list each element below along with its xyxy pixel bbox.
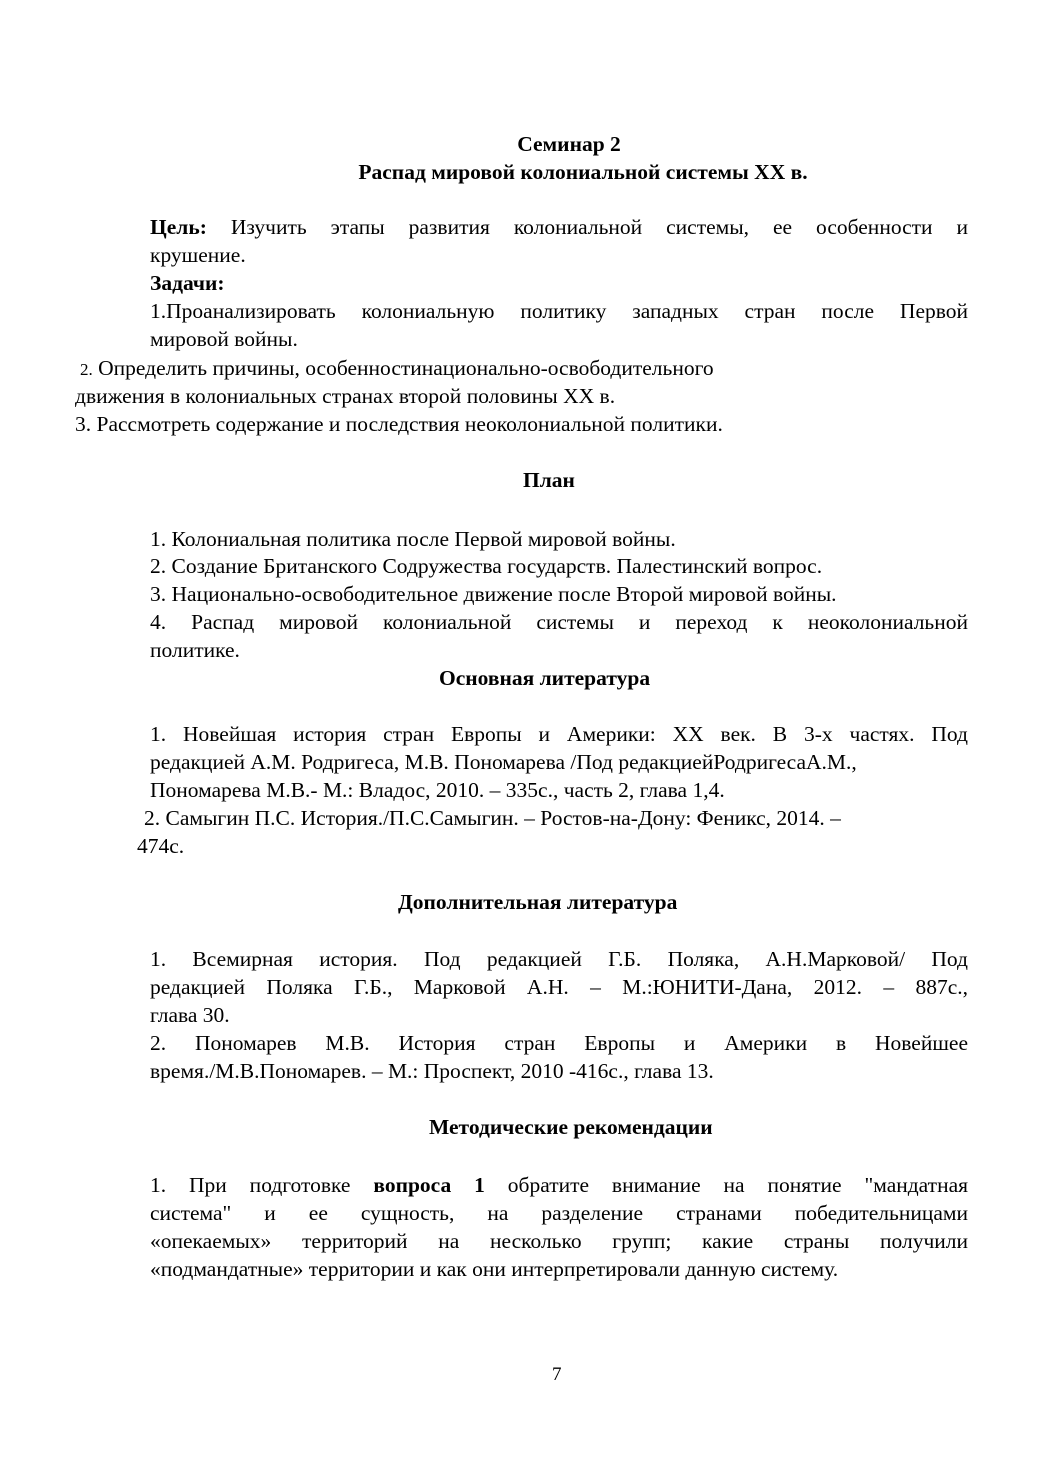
plan-item-4-line-2: политике.	[150, 638, 240, 662]
goal-label: Цель:	[150, 215, 207, 239]
main-lit-1-line-1: 1. Новейшая история стран Европы и Америки: ХХ век. В 3-х частях. Под	[150, 722, 968, 746]
plan-item-4-line-1: 4. Распад мировой колониальной системы и переход к неоколониальной	[150, 610, 968, 634]
tasks-label: Задачи:	[150, 271, 225, 295]
main-lit-1-line-2: редакцией А.М. Родригеса, М.В. Пономарева /Под редакциейРодригесаА.М.,	[150, 750, 857, 774]
methods-1-line-4: «подмандатные» территории и как они интерпретировали данную систему.	[150, 1257, 839, 1281]
plan-item-3: 3. Национально-освободительное движение после Второй мировой войны.	[150, 582, 837, 606]
main-lit-2-line-1: 2. Самыгин П.С. История./П.С.Самыгин. – Ростов-на-Дону: Феникс, 2014. –	[144, 806, 841, 830]
methods-1-pre: 1. При подготовке	[150, 1173, 374, 1197]
methods-heading: Методические рекомендации	[429, 1115, 713, 1139]
methods-1-bold: вопроса 1	[373, 1173, 485, 1197]
page-title	[150, 159, 968, 185]
task-1-line-1: 1.Проанализировать колониальную политику западных стран после Первой	[150, 299, 968, 323]
plan-item-2: 2. Создание Британского Содружества государств. Палестинский вопрос.	[150, 554, 823, 578]
methods-1-post: обратите внимание на понятие "мандатная	[484, 1173, 969, 1197]
page-title-text: Распад мировой колониальной системы ХХ в.	[358, 160, 808, 184]
task-1-line-2: мировой войны.	[150, 327, 298, 351]
task-3: 3. Рассмотреть содержание и последствия неоколониальной политики.	[75, 412, 723, 436]
task-2-text: Определить причины, особенностинационально-освободительного	[98, 356, 714, 380]
task-2-line-1	[80, 355, 714, 383]
task-2-number: 2.	[80, 360, 93, 379]
task-2-line-2: движения в колониальных странах второй половины ХХ в.	[75, 384, 616, 408]
page-number: 7	[552, 1364, 562, 1385]
methods-1-line-2: система" и ее сущность, на разделение странами победительницами	[150, 1201, 968, 1225]
add-lit-1-line-3: глава 30.	[150, 1003, 230, 1027]
add-lit-2-line-2: время./М.В.Пономарев. – М.: Проспект, 2010 -416с., глава 13.	[150, 1059, 714, 1083]
plan-heading: План	[523, 468, 575, 492]
seminar-number	[150, 131, 968, 157]
add-lit-1-line-1: 1. Всемирная история. Под редакцией Г.Б. Поляка, А.Н.Марковой/ Под	[150, 947, 968, 971]
add-lit-1-line-2: редакцией Поляка Г.Б., Марковой А.Н. – М.:ЮНИТИ-Дана, 2012. – 887с.,	[150, 975, 968, 999]
goal-line-1	[150, 214, 968, 240]
add-lit-heading: Дополнительная литература	[398, 890, 678, 914]
main-lit-heading: Основная литература	[439, 666, 651, 690]
methods-1-line-3: «опекаемых» территорий на несколько групп; какие страны получили	[150, 1229, 968, 1253]
methods-1-line-1	[150, 1172, 968, 1198]
plan-item-1: 1. Колониальная политика после Первой мировой войны.	[150, 527, 676, 551]
goal-text: Изучить этапы развития колониальной системы, ее особенности и	[230, 215, 969, 239]
add-lit-2-line-1: 2. Пономарев М.В. История стран Европы и Америки в Новейшее	[150, 1031, 968, 1055]
main-lit-1-line-3: Пономарева М.В.- М.: Владос, 2010. – 335с., часть 2, глава 1,4.	[150, 778, 725, 802]
seminar-label: Семинар 2	[517, 132, 621, 156]
main-lit-2-line-2: 474с.	[137, 834, 185, 858]
goal-line-2: крушение.	[150, 243, 246, 267]
